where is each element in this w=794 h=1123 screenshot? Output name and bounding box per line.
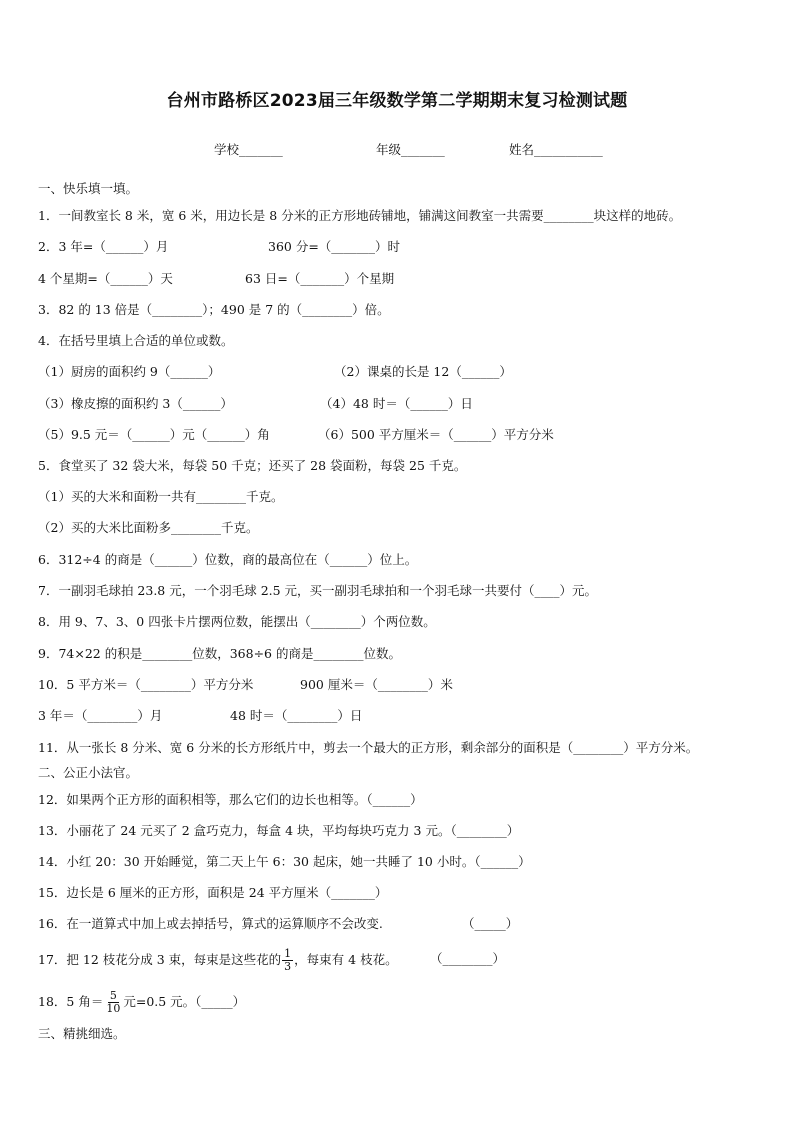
question-6: 6．312÷4 的商是（______）位数，商的最高位在（______）位上。: [38, 552, 418, 567]
question-18: [38, 990, 245, 1015]
question-4-5: （5）9.5 元＝（______）元（______）角: [38, 427, 270, 442]
question-4: 4．在括号里填上合适的单位或数。: [38, 333, 234, 348]
fraction-denominator: 3: [284, 960, 292, 973]
question-17: [38, 948, 398, 973]
question-4-3: （3）橡皮擦的面积约 3（______）: [38, 396, 233, 411]
name-field: 姓名___________: [509, 142, 603, 157]
question-4-4: （4）48 时＝（______）日: [320, 396, 473, 411]
question-10a: 10．5 平方米＝（________）平方分米: [38, 677, 254, 692]
fraction-numerator: 1: [284, 947, 292, 960]
question-17-text-end: ，每束有 4 枝花。: [294, 952, 398, 967]
school-field: 学校_______: [214, 142, 283, 157]
question-18-text: 18．5 角＝: [38, 994, 104, 1009]
question-5-2: （2）买的大米比面粉多________千克。: [38, 520, 259, 535]
question-7: 7．一副羽毛球拍 23.8 元，一个羽毛球 2.5 元，买一副羽毛球拍和一个羽毛球一共要付（____）元。: [38, 583, 598, 598]
section-3-heading: 三、精挑细选。: [38, 1026, 126, 1041]
question-11: 11．从一张长 8 分米、宽 6 分米的长方形纸片中，剪去一个最大的正方形，剩余部分的面积是（________）平方分米。: [38, 740, 699, 755]
question-12: 12．如果两个正方形的面积相等，那么它们的边长也相等。（______）: [38, 792, 423, 807]
question-16-answer-blank: （_____）: [462, 916, 519, 931]
question-2c: 4 个星期=（______）天: [38, 271, 173, 286]
question-10c: 3 年＝（________）月: [38, 708, 163, 723]
question-5-1: （1）买的大米和面粉一共有________千克。: [38, 489, 284, 504]
fraction-numerator: 5: [109, 989, 117, 1002]
question-9: 9．74×22 的积是________位数，368÷6 的商是________位数。: [38, 646, 401, 661]
grade-field: 年级_______: [376, 142, 445, 157]
question-4-6: （6）500 平方厘米＝（______）平方分米: [318, 427, 554, 442]
question-13: 13．小丽花了 24 元买了 2 盒巧克力，每盒 4 块，平均每块巧克力 3 元。（________）: [38, 823, 520, 838]
question-15: 15．边长是 6 厘米的正方形，面积是 24 平方厘米（_______）: [38, 885, 388, 900]
question-2a: 2．3 年=（______）月: [38, 239, 169, 254]
question-2b: 360 分=（_______）时: [268, 239, 401, 254]
section-2-heading: 二、公正小法官。: [38, 765, 139, 780]
fraction-five-tenths: [104, 990, 122, 1015]
question-1: 1．一间教室长 8 米，宽 6 米，用边长是 8 分米的正方形地砖铺地，铺满这间教室一共需要________块这样的地砖。: [38, 208, 682, 223]
question-18-text-end: 元=0.5 元。（_____）: [123, 994, 246, 1009]
question-17-answer-blank: （________）: [430, 951, 506, 966]
question-10b: 900 厘米＝（________）米: [300, 677, 453, 692]
question-17-text: 17．把 12 枝花分成 3 束，每束是这些花的: [38, 952, 282, 967]
question-8: 8．用 9、7、3、0 四张卡片摆两位数，能摆出（________）个两位数。: [38, 614, 436, 629]
question-16: 16．在一道算式中加上或去掉括号，算式的运算顺序不会改变.: [38, 916, 383, 931]
section-1-heading: 一、快乐填一填。: [38, 181, 139, 196]
question-4-1: （1）厨房的面积约 9（______）: [38, 364, 221, 379]
fraction-one-third: [282, 948, 293, 973]
question-2d: 63 日=（_______）个星期: [245, 271, 395, 286]
fraction-denominator: 10: [106, 1002, 121, 1015]
question-14: 14．小红 20：30 开始睡觉，第二天上午 6：30 起床，她一共睡了 10 小时。（______）: [38, 854, 531, 869]
question-4-2: （2）课桌的长是 12（______）: [334, 364, 512, 379]
exam-title: 台州市路桥区2023届三年级数学第二学期期末复习检测试题: [166, 91, 628, 111]
question-3: 3．82 的 13 倍是（________）；490 是 7 的（________）倍。: [38, 302, 390, 317]
question-5: 5．食堂买了 32 袋大米，每袋 50 千克；还买了 28 袋面粉，每袋 25 千克。: [38, 458, 467, 473]
question-10d: 48 时＝（________）日: [230, 708, 363, 723]
